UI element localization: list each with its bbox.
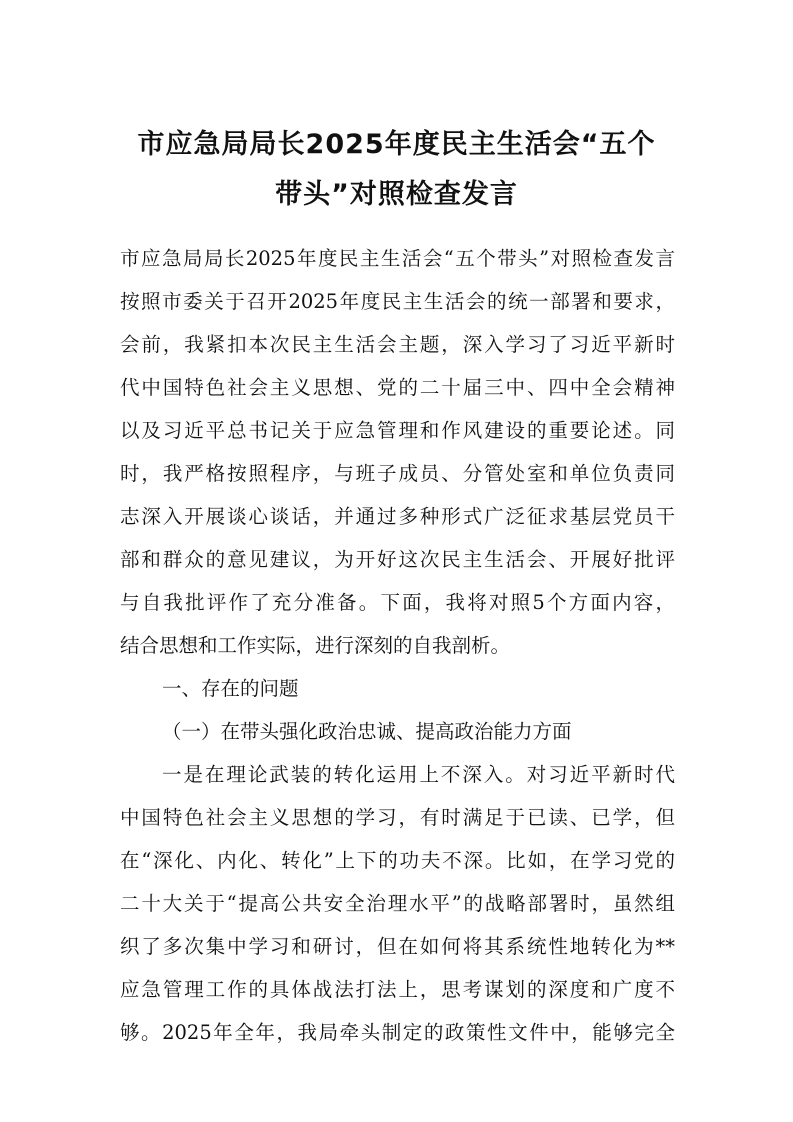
body-line-1: 市应急局局长2025年度民主生活会“五个带头”对照检查发言 (120, 247, 675, 270)
document-title-line-2: 带头”对照检查发言 (275, 179, 518, 210)
body-line-6: 时，我严格按照程序，与班子成员、分管处室和单位负责同 (120, 462, 675, 485)
subsection-heading-1: （一）在带头强化政治忠诚、提高政治能力方面 (162, 720, 572, 743)
body-line-14: 中国特色社会主义思想的学习，有时满足于已读、已学，但 (120, 806, 675, 829)
section-heading-1: 一、存在的问题 (162, 677, 299, 700)
body-line-16: 二十大关于“提高公共安全治理水平”的战略部署时，虽然组 (120, 892, 675, 915)
body-line-13: 一是在理论武装的转化运用上不深入。对习近平新时代 (162, 763, 675, 786)
document-title-line-1: 市应急局局长2025年度民主生活会“五个 (137, 129, 656, 160)
body-line-3: 会前，我紧扣本次民主生活会主题，深入学习了习近平新时 (120, 333, 675, 356)
body-line-15: 在“深化、内化、转化”上下的功夫不深。比如，在学习党的 (120, 849, 675, 872)
body-line-4: 代中国特色社会主义思想、党的二十届三中、四中全会精神 (120, 376, 675, 399)
body-line-9: 与自我批评作了充分准备。下面，我将对照5个方面内容， (120, 591, 675, 614)
body-line-10: 结合思想和工作实际，进行深刻的自我剖析。 (120, 634, 511, 657)
body-line-2: 按照市委关于召开2025年度民主生活会的统一部署和要求， (120, 290, 675, 313)
body-line-7: 志深入开展谈心谈话，并通过多种形式广泛征求基层党员干 (120, 505, 675, 528)
body-line-18: 应急管理工作的具体战法打法上，思考谋划的深度和广度不 (120, 978, 675, 1001)
body-line-8: 部和群众的意见建议，为开好这次民主生活会、开展好批评 (120, 548, 675, 571)
body-line-17: 织了多次集中学习和研讨，但在如何将其系统性地转化为** (120, 935, 675, 958)
body-line-5: 以及习近平总书记关于应急管理和作风建设的重要论述。同 (120, 419, 675, 442)
body-line-19: 够。2025年全年，我局牵头制定的政策性文件中，能够完全 (120, 1021, 675, 1044)
